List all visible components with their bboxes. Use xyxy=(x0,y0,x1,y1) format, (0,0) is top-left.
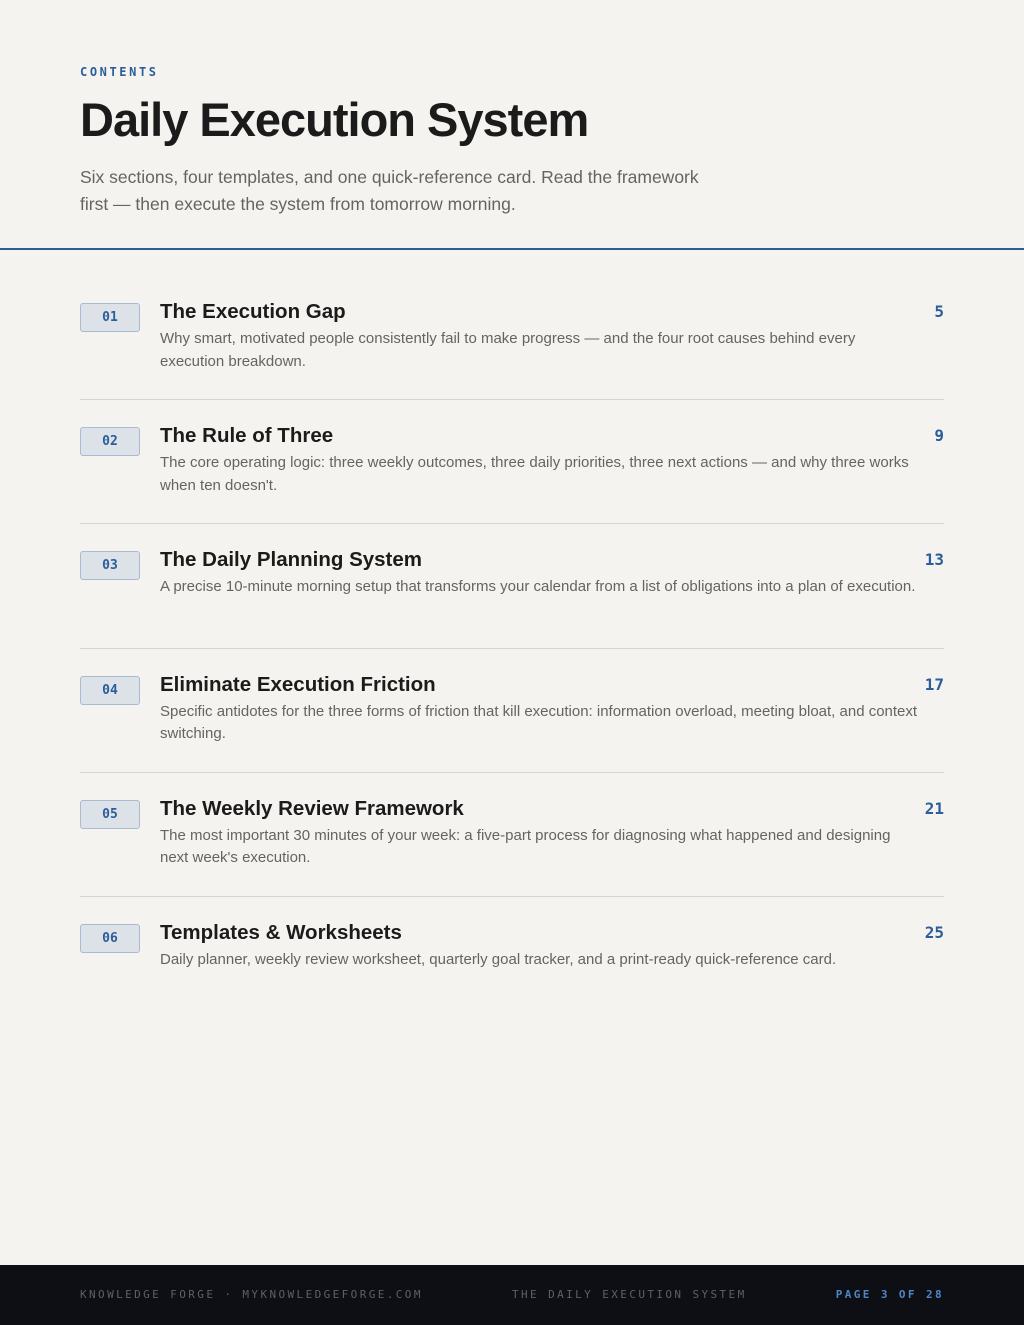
section-number-badge: 01 xyxy=(80,303,140,332)
section-title[interactable]: Templates & Worksheets xyxy=(160,920,402,944)
section-description: The most important 30 minutes of your week: a five-part process for diagnosing what happened and designing next week's execution. xyxy=(160,826,891,867)
toc-entry-05[interactable] xyxy=(80,773,944,897)
section-description: Why smart, motivated people consistently fail to make progress — and the four root causes behind every execution breakdown. xyxy=(160,330,856,370)
section-number-badge: 02 xyxy=(80,427,140,456)
section-number-badge: 03 xyxy=(80,551,140,580)
page-subtitle: Six sections, four templates, and one quick-reference card. Read the framework first — then execute the system from tomorrow morning. xyxy=(80,167,699,214)
section-title[interactable]: The Daily Planning System xyxy=(160,548,423,572)
page-title: Daily Execution System xyxy=(80,93,589,146)
footer-brand: KNOWLEDGE FORGE · MYKNOWLEDGEFORGE.COM xyxy=(80,1288,423,1301)
toc-entry-02[interactable] xyxy=(80,400,944,524)
footer-document-title: THE DAILY EXECUTION SYSTEM xyxy=(512,1288,747,1301)
section-description: A precise 10-minute morning setup that transforms your calendar from a list of obligations into a plan of execution. xyxy=(160,578,916,596)
section-title[interactable]: The Rule of Three xyxy=(160,424,334,448)
section-page-number[interactable]: 13 xyxy=(924,550,944,570)
section-title[interactable]: Eliminate Execution Friction xyxy=(160,672,436,696)
section-number-badge: 06 xyxy=(80,924,140,953)
footer-page-indicator: PAGE 3 OF 28 xyxy=(835,1288,944,1301)
section-page-number[interactable]: 9 xyxy=(934,426,944,446)
section-eyebrow: CONTENTS xyxy=(80,65,159,79)
page-footer xyxy=(0,1265,1024,1325)
section-description: Daily planner, weekly review worksheet, quarterly goal tracker, and a print-ready quick-reference card. xyxy=(160,950,837,968)
section-page-number[interactable]: 17 xyxy=(924,674,944,694)
toc-entry-04[interactable] xyxy=(80,649,944,773)
section-number-badge: 04 xyxy=(80,676,140,705)
section-description: The core operating logic: three weekly outcomes, three daily priorities, three next actions — and why three works when ten doesn't. xyxy=(160,454,909,494)
section-page-number[interactable]: 5 xyxy=(934,302,944,321)
section-page-number[interactable]: 21 xyxy=(924,798,944,818)
section-title[interactable]: The Weekly Review Framework xyxy=(160,796,464,820)
toc-entry-01[interactable] xyxy=(80,276,944,400)
section-title[interactable]: The Execution Gap xyxy=(160,300,346,323)
toc-entry-03[interactable] xyxy=(80,524,944,648)
section-description: Specific antidotes for the three forms of friction that kill execution: information overload, meeting bloat, and context switching. xyxy=(160,702,918,743)
section-number-badge: 05 xyxy=(80,800,140,829)
section-page-number[interactable]: 25 xyxy=(924,922,944,942)
page-header xyxy=(0,0,1024,250)
toc-entry-06[interactable] xyxy=(80,897,944,1021)
table-of-contents xyxy=(80,276,944,1021)
